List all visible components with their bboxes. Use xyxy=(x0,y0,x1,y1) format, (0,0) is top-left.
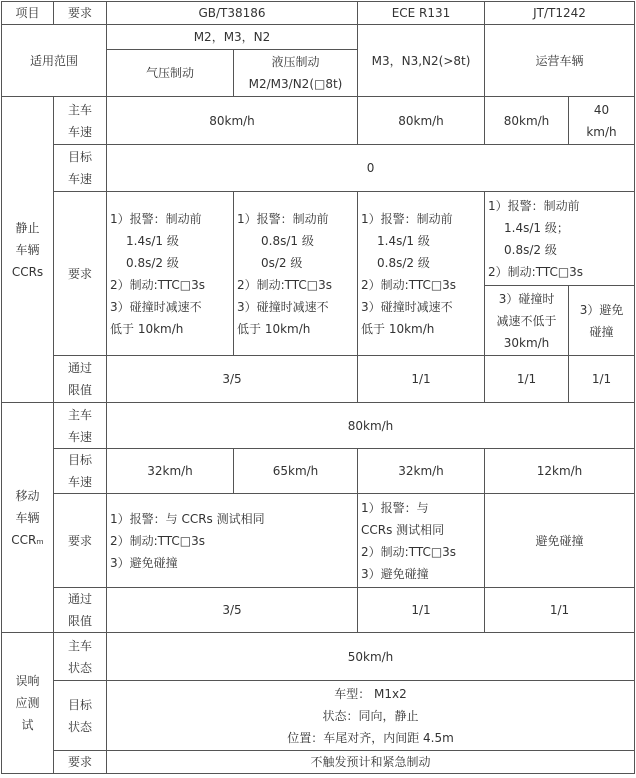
ccrs-label-line: 静止 xyxy=(15,220,40,235)
ccrm-label xyxy=(2,403,54,633)
value-line: km/h xyxy=(586,124,617,139)
req-line: 2）制动:TTC□3s xyxy=(237,277,333,292)
req-line: 1.4s/1 级； xyxy=(504,220,569,235)
req-line: 0.8s/1 级 xyxy=(261,233,314,248)
ccrm-target-speed-gbt-air: 32km/h xyxy=(107,449,234,494)
scope-label: 适用范围 xyxy=(2,25,107,97)
req-line: 2）制动:TTC□3s xyxy=(110,277,206,292)
req-line: 2）制动:TTC□3s xyxy=(488,264,584,279)
req-line: 0.8s/2 级 xyxy=(377,255,430,270)
false-response-target-value xyxy=(107,681,635,751)
ccrs-pass-gbt: 3/5 xyxy=(107,356,358,403)
req-line: CCRs 测试相同 xyxy=(361,522,445,537)
label-line: 限值 xyxy=(67,383,92,397)
req-line: 0s/2 级 xyxy=(261,255,303,270)
req-line: 低于 10km/h xyxy=(110,321,184,336)
scope-ece: M3，N3,N2(>8t) xyxy=(358,25,485,97)
ccrm-target-speed-ece: 32km/h xyxy=(358,449,485,494)
scope-gbt-hydraulic-line: M2/M3/N2(□8t) xyxy=(248,77,343,91)
label-line: 通过 xyxy=(67,361,92,375)
req-line: 1.4s/1 级 xyxy=(126,233,179,248)
ccrs-host-speed-jtt-a: 80km/h xyxy=(485,97,569,145)
label-line: 主车 xyxy=(67,407,92,422)
header-item: 项目 xyxy=(2,2,54,25)
false-response-label-line: 试 xyxy=(21,718,34,732)
scope-gbt-hydraulic xyxy=(234,50,358,97)
ccrs-req-gbt-air xyxy=(107,192,234,356)
label-line: 状态 xyxy=(67,660,92,675)
ccrs-req-jtt-top xyxy=(485,192,635,286)
standards-comparison-table xyxy=(1,1,635,774)
ccrm-label-line: CCRₘ xyxy=(11,532,44,547)
label-line: 车速 xyxy=(67,172,92,186)
ccrm-pass-gbt: 3/5 xyxy=(107,588,358,633)
ccrs-host-speed-jtt-b xyxy=(569,97,635,145)
req-line: 1）报警：制动前 xyxy=(110,211,202,226)
ccrm-req-gbt xyxy=(107,494,358,588)
req-line: 1）报警：与 CCRs 测试相同 xyxy=(110,511,265,526)
label-line: 车速 xyxy=(67,124,92,139)
label-line: 目标 xyxy=(67,697,92,712)
scope-jtt: 运营车辆 xyxy=(485,25,635,97)
label-line: 限值 xyxy=(67,614,92,628)
ccrs-req-ece xyxy=(358,192,485,356)
scope-row xyxy=(2,25,635,50)
req-line: 低于 10km/h xyxy=(237,321,311,336)
ccrm-target-speed-label xyxy=(54,449,107,494)
header-ece: ECE R131 xyxy=(358,2,485,25)
ccrm-label-line: 移动 xyxy=(15,488,40,503)
ccrm-req-jtt: 避免碰撞 xyxy=(485,494,635,588)
ccrm-host-speed-value: 80km/h xyxy=(107,403,635,449)
req-line: 2）制动:TTC□3s xyxy=(361,277,457,292)
ccrs-pass-jtt-a: 1/1 xyxy=(485,356,569,403)
ccrs-host-speed-row xyxy=(2,97,635,145)
ccrm-host-speed-row xyxy=(2,403,635,449)
ccrs-label-line: CCRs xyxy=(11,264,44,279)
req-line: 减速不低于 xyxy=(496,313,557,328)
target-line: 状态：同向，静止 xyxy=(322,708,419,723)
req-line: 3）碰撞时减速不 xyxy=(110,299,202,314)
header-gbt: GB/T38186 xyxy=(107,2,358,25)
req-line: 3）碰撞时减速不 xyxy=(361,299,453,314)
ccrm-pass-label xyxy=(54,588,107,633)
req-line: 1）报警：制动前 xyxy=(237,211,329,226)
ccrs-req-gbt-hydraulic xyxy=(234,192,358,356)
label-line: 目标 xyxy=(67,150,92,164)
ccrm-req-ece xyxy=(358,494,485,588)
false-response-host-row xyxy=(2,633,635,681)
ccrs-req-jtt-b xyxy=(569,286,635,356)
false-response-requirement-row xyxy=(2,751,635,774)
scope-gbt-hydraulic-line: 液压制动 xyxy=(271,55,320,69)
req-line: 2）制动:TTC□3s xyxy=(110,533,206,548)
ccrs-pass-ece: 1/1 xyxy=(358,356,485,403)
false-response-label-line: 误响 xyxy=(15,674,40,688)
label-line: 目标 xyxy=(67,453,92,467)
ccrm-pass-row xyxy=(2,588,635,633)
req-line: 1）报警：制动前 xyxy=(488,198,580,213)
ccrs-host-speed-ece: 80km/h xyxy=(358,97,485,145)
req-line: 1）报警：制动前 xyxy=(361,211,453,226)
req-line: 2）制动:TTC□3s xyxy=(361,544,457,559)
ccrm-target-speed-row xyxy=(2,449,635,494)
scope-gbt-air: 气压制动 xyxy=(107,50,234,97)
ccrs-pass-jtt-b: 1/1 xyxy=(569,356,635,403)
req-line: 3）碰撞时 xyxy=(498,291,555,306)
ccrs-pass-row xyxy=(2,356,635,403)
ccrs-target-speed-row xyxy=(2,145,635,192)
ccrm-requirements-label: 要求 xyxy=(54,494,107,588)
label-line: 主车 xyxy=(67,102,92,117)
false-response-requirement-value: 不触发预计和紧急制动 xyxy=(107,751,635,774)
header-row xyxy=(2,2,635,25)
false-response-label xyxy=(2,633,54,774)
req-line: 0.8s/2 级 xyxy=(504,242,557,257)
ccrs-label xyxy=(2,97,54,403)
ccrs-host-speed-label xyxy=(54,97,107,145)
ccrs-label-line: 车辆 xyxy=(15,242,40,257)
ccrs-target-speed-value: 0 xyxy=(107,145,635,192)
label-line: 状态 xyxy=(67,719,92,734)
target-line: 车型： M1x2 xyxy=(334,686,407,701)
false-response-host-value: 50km/h xyxy=(107,633,635,681)
req-line: 1）报警：与 xyxy=(361,500,429,515)
label-line: 主车 xyxy=(67,638,92,653)
req-line: 3）避免碰撞 xyxy=(361,566,429,581)
label-line: 车速 xyxy=(67,429,92,444)
req-line: 3）避免碰撞 xyxy=(110,555,178,570)
ccrs-host-speed-gbt: 80km/h xyxy=(107,97,358,145)
req-line: 3）避免 xyxy=(579,302,624,317)
ccrm-target-speed-gbt-hydraulic: 65km/h xyxy=(234,449,358,494)
req-line: 碰撞 xyxy=(589,324,614,339)
req-line: 1.4s/1 级 xyxy=(377,233,430,248)
false-response-target-row xyxy=(2,681,635,751)
false-response-label-line: 应测 xyxy=(15,696,40,710)
ccrs-requirements-row xyxy=(2,192,635,286)
label-line: 车速 xyxy=(67,475,92,489)
ccrm-requirements-row xyxy=(2,494,635,588)
ccrs-target-speed-label xyxy=(54,145,107,192)
target-line: 位置：车尾对齐，内间距 4.5m xyxy=(287,730,454,745)
ccrs-requirements-label: 要求 xyxy=(54,192,107,356)
req-line: 3）碰撞时减速不 xyxy=(237,299,329,314)
label-line: 通过 xyxy=(67,592,92,606)
scope-gbt-vehicles: M2，M3，N2 xyxy=(107,25,358,50)
req-line: 低于 10km/h xyxy=(361,321,435,336)
false-response-target-label xyxy=(54,681,107,751)
req-line: 30km/h xyxy=(503,335,550,350)
ccrm-host-speed-label xyxy=(54,403,107,449)
false-response-requirement-label: 要求 xyxy=(54,751,107,774)
ccrm-label-line: 车辆 xyxy=(15,510,40,525)
req-line: 0.8s/2 级 xyxy=(126,255,179,270)
ccrm-pass-ece: 1/1 xyxy=(358,588,485,633)
ccrm-pass-jtt: 1/1 xyxy=(485,588,635,633)
header-requirement: 要求 xyxy=(54,2,107,25)
ccrs-req-jtt-a xyxy=(485,286,569,356)
false-response-host-label xyxy=(54,633,107,681)
ccrs-pass-label xyxy=(54,356,107,403)
value-line: 40 xyxy=(593,102,610,117)
ccrm-target-speed-jtt: 12km/h xyxy=(485,449,635,494)
header-jtt: JT/T1242 xyxy=(485,2,635,25)
